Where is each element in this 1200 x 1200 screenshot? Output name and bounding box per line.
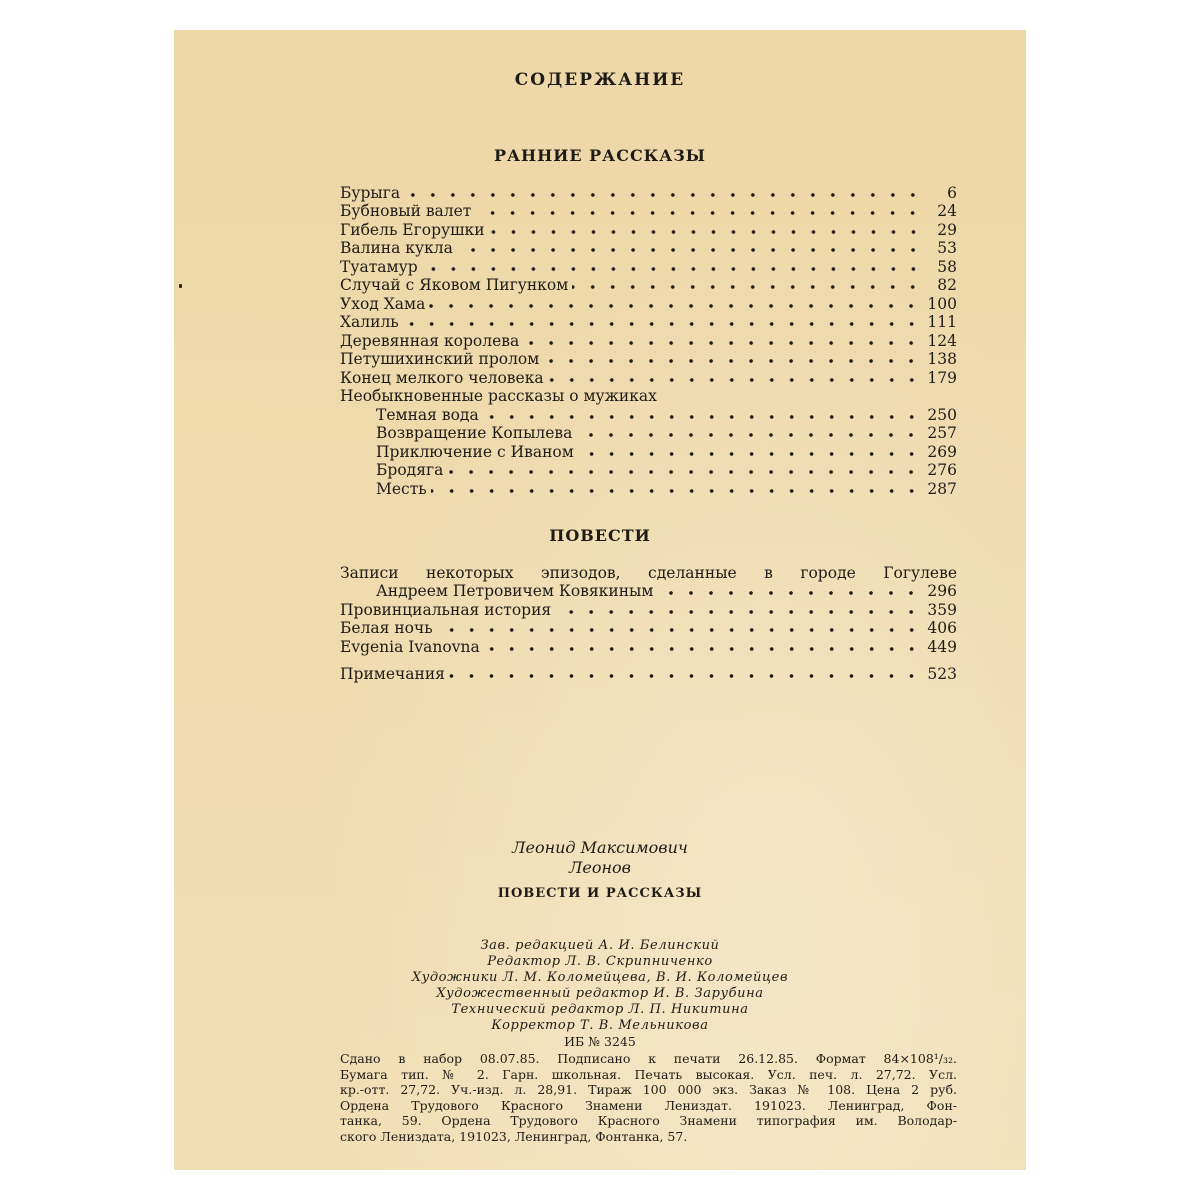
toc-sub-entry: Темная вода 250 [376,405,957,424]
imprint-line: Сдано в набор 08.07.85. Подписано к печати 26.12.85. Формат 84×108¹/₃₂. [340,1051,957,1066]
credit-line: Художники Л. М. Коломейцева, В. И. Коломейцев [411,970,789,985]
toc-entry: Бубновый валет 24 [340,202,957,220]
toc-entry: Evgenia Ivanovna 449 [340,637,957,656]
leader-dots [403,321,922,327]
leader-dots [657,590,921,596]
leader-dots [548,377,922,383]
imprint-line: Ордена Трудового Красного Знамени Лениздат. 191023. Ленинград, Фон- [340,1097,957,1113]
leader-dots [572,284,923,290]
author-surname: Леонов [569,858,631,877]
leader-dots [457,247,923,253]
leader-dots [475,210,923,216]
book-page [174,30,1026,1170]
leader-dots [523,340,921,346]
section-heading-novellas: ПОВЕСТИ [549,526,651,545]
credit-line: Технический редактор Л. П. Никитина [451,1002,749,1017]
toc-entry: Уход Хама 100 [340,294,957,313]
toc-entry: Халиль 111 [340,313,957,331]
toc-novellas [340,563,957,683]
leader-dots [429,303,921,309]
imprint-line: Бумага тип. № 2. Гарн. школьная. Печать высокая. Усл. печ. л. 27,72. Усл. [340,1066,957,1082]
toc-entry: Деревянная королева 124 [340,331,957,350]
credit-line: Корректор Т. В. Мельникова [491,1018,709,1033]
toc-entry: Гибель Егорушки 29 [340,220,957,239]
toc-long-entry-line1: Записи некоторых эпизодов, сделанные в городе Гогулеве [340,563,957,582]
leader-dots [543,358,921,364]
toc-entry: Туатамур 58 [340,257,957,276]
leader-dots [449,673,921,679]
toc-sub-entry: Возвращение Копылева 257 [376,424,957,442]
leader-dots [422,266,923,272]
ib-number: ИБ № 3245 [564,1034,636,1049]
toc-entry: Валина кукла 53 [340,239,957,257]
leader-dots [576,432,921,438]
credit-line: Зав. редакцией А. И. Белинский [480,938,720,953]
toc-entry: Провинциальная история 359 [340,600,957,619]
toc-group-title: Необыкновенные рассказы о мужиках [340,387,657,405]
toc-entry: Конец мелкого человека 179 [340,368,957,387]
leader-dots [431,488,922,494]
leader-dots [484,646,922,652]
leader-dots [483,414,922,420]
imprint-line: ского Лениздата, 191023, Ленинград, Фонтанка, 57. [340,1128,688,1144]
toc-sub-entry: Приключение с Иваном 269 [376,442,957,461]
toc-entry: Белая ночь 406 [340,619,957,637]
toc-sub-entry: Месть 287 [376,479,957,498]
toc-entry: Петушихинский пролом 138 [340,350,957,368]
leader-dots [447,469,921,475]
ink-speck [179,284,182,288]
imprint-block [340,1051,957,1144]
section-heading-early-stories: РАННИЕ РАССКАЗЫ [493,146,707,165]
leader-dots [404,192,923,198]
leader-dots [437,627,922,633]
toc-early-stories [340,183,957,498]
credits-block [174,938,1026,1034]
leader-dots [489,229,923,235]
book-title: ПОВЕСТИ И РАССКАЗЫ [497,886,703,901]
toc-entry: Бурыга 6 [340,183,957,202]
author-first-names: Леонид Максимович [512,838,688,857]
credit-line: Редактор Л. В. Скрипниченко [487,954,713,969]
toc-notes-entry: Примечания 523 [340,665,957,683]
leader-dots [578,451,922,457]
toc-sub-entry: Бродяга 276 [376,461,957,479]
toc-entry: Случай с Яковом Пигунком 82 [340,276,957,294]
imprint-line: танка, 59. Ордена Трудового Красного Знамени типография им. Володар- [340,1113,957,1128]
leader-dots [555,609,921,615]
toc-long-entry-line2: Андреем Петровичем Ковякиным 296 [376,582,957,600]
credit-line: Художественный редактор И. В. Зарубина [436,986,764,1001]
contents-title: СОДЕРЖАНИЕ [514,70,686,90]
imprint-line: кр.-отт. 27,72. Уч.-изд. л. 28,91. Тираж 100 000 экз. Заказ № 108. Цена 2 руб. [340,1082,957,1097]
